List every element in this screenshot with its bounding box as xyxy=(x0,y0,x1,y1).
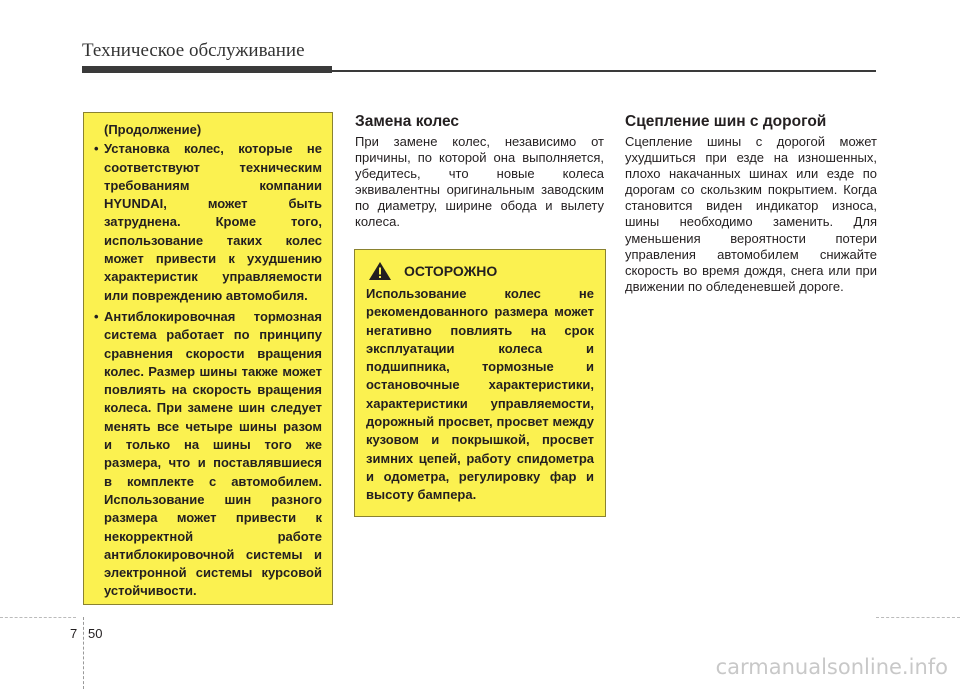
continued-note-box xyxy=(83,112,333,605)
bullet-dot-icon: • xyxy=(94,141,99,157)
warning-title: ОСТОРОЖНО xyxy=(404,263,498,279)
chapter-number: 7 xyxy=(70,626,78,641)
page-header-title: Техническое обслуживание xyxy=(82,40,305,61)
warning-header xyxy=(366,261,594,281)
footer-rule-left xyxy=(0,617,76,619)
tire-traction-text: Сцепление шины с дорогой может ухудшиться при езде на изношенных, плохо накачанных шинах или езде по дорогам со скользким покрытием. Когда становится виден индикатор износа, шины необходимо заменить. Для уменьшения вероятности потери управления автомобилем снижайте скорость во время дождя, снега или при движении по обледеневшей дороге. xyxy=(625,134,877,294)
tire-traction-heading: Сцепление шин с дорогой xyxy=(625,113,827,130)
footer-rule-right xyxy=(876,617,960,619)
wheel-replacement-heading: Замена колес xyxy=(355,113,460,130)
warning-box xyxy=(354,249,606,517)
warning-text: Использование колес не рекомендованного размера может негативно повлиять на срок эксплуатации колеса и подшипника, тормозные и остановочные характеристики, характеристики управляемости, дорожный просвет, просвет между кузовом и покрышкой, просвет зимних цепей, работу спидометра и одометра, регулировку фар и высоту бампера. xyxy=(366,286,594,503)
bullet-dot-icon: • xyxy=(94,308,99,324)
wheel-replacement-text: При замене колес, независимо от причины, по которой она выполняется, убедитесь, что новые колеса эквивалентны оригинальным заводским по диаметру, ширине обода и вылету колеса. xyxy=(355,134,604,230)
continued-bullet-text: Антиблокировочная тормозная система работает по принципу сравнения скорости вращения колес. Размер шины также может повлиять на скорость вращения колеса. При замене шин следует менять все четыре шины разом и только на шины того же размера, что и поставлявшиеся в комплекте с автомобилем. Использование шин разного размера может привести к некорректной работе антиблокировочной системы и электронной системы курсовой устойчивости. xyxy=(104,308,322,599)
continued-heading: (Продолжение) xyxy=(104,122,202,137)
header-rule xyxy=(332,70,876,72)
watermark-text: carmanualsonline.info xyxy=(715,655,948,679)
continued-bullet-text: Установка колес, которые не соответствуют техническим требованиям компании HYUNDAI, может быть затруднена. Кроме того, использование таких колес может привести к ухудшению характеристик управляемости или повреждению автомобиля. xyxy=(104,141,322,303)
page-number: 50 xyxy=(88,626,103,641)
continued-bullet xyxy=(94,308,322,601)
footer-divider xyxy=(83,617,85,689)
header-bar xyxy=(82,66,332,73)
continued-bullet xyxy=(94,140,322,305)
warning-triangle-icon xyxy=(368,261,392,281)
